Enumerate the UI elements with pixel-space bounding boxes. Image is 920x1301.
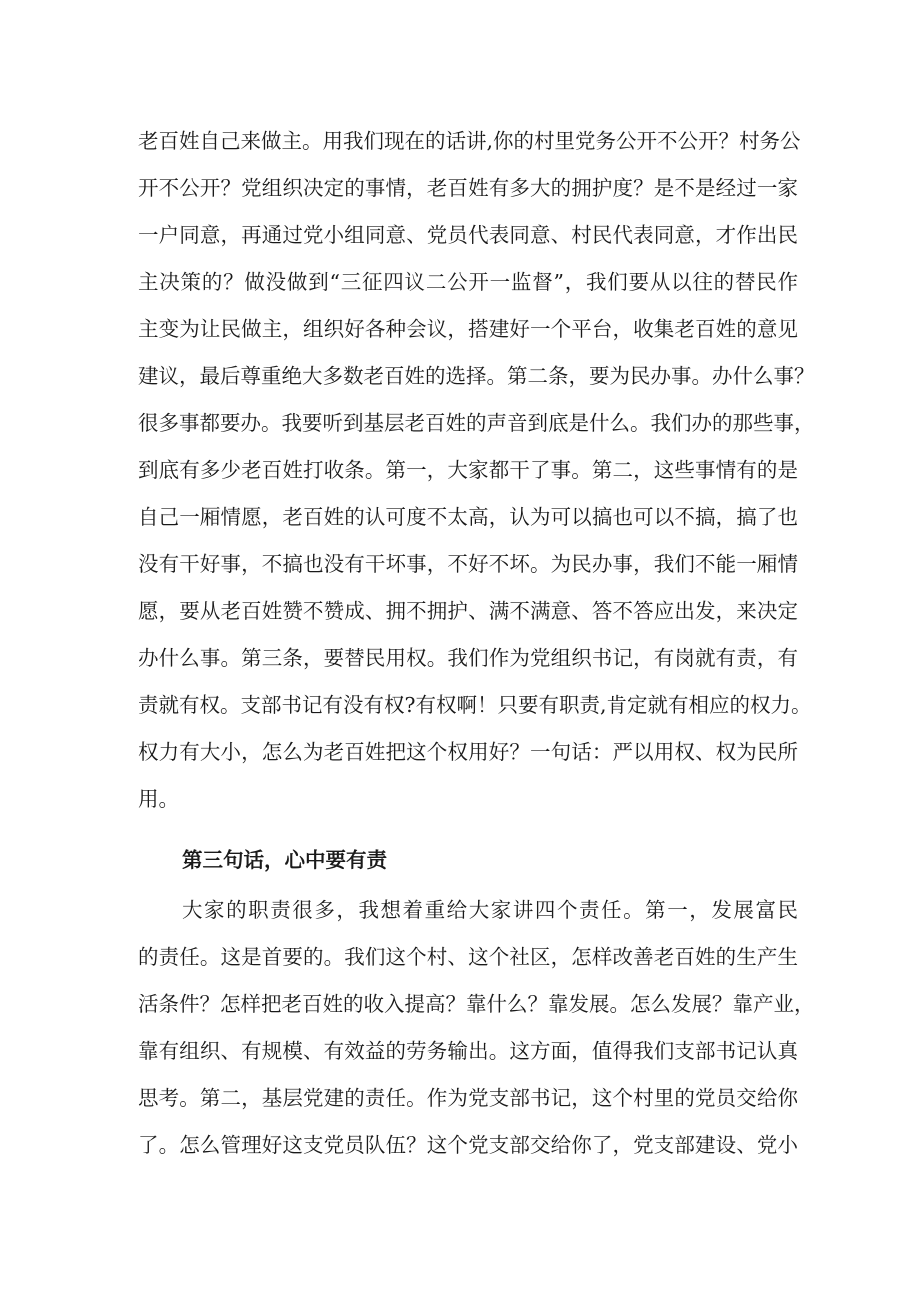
paragraph-line: 责就有权。支部书记有没有权?有权啊！只要有职责,肯定就有相应的权力。 — [138, 693, 812, 717]
paragraph-line: 一户同意，再通过党小组同意、党员代表同意、村民代表同意，才作出民 — [138, 223, 798, 247]
paragraph-line: 靠有组织、有规模、有效益的劳务输出。这方面，值得我们支部书记认真 — [138, 1039, 798, 1063]
paragraph-line: 办什么事。第三条，要替民用权。我们作为党组织书记，有岗就有责，有 — [138, 646, 798, 670]
paragraph-line: 建议，最后尊重绝大多数老百姓的选择。第二条，要为民办事。办什么事？ — [138, 364, 815, 388]
section-heading: 第三句话，心中要有责 — [182, 848, 387, 872]
paragraph-line: 了。怎么管理好这支党员队伍？这个党支部交给你了，党支部建设、党小 — [138, 1133, 798, 1157]
paragraph-line: 没有干好事，不搞也没有干坏事，不好不坏。为民办事，我们不能一厢情 — [138, 552, 798, 576]
paragraph-line: 到底有多少老百姓打收条。第一，大家都干了事。第二，这些事情有的是 — [138, 458, 798, 482]
paragraph-line: 大家的职责很多，我想着重给大家讲四个责任。第一，发展富民 — [182, 898, 798, 922]
paragraph-line: 的责任。这是首要的。我们这个村、这个社区，怎样改善老百姓的生产生 — [138, 945, 798, 969]
paragraph-line: 用。 — [138, 787, 179, 811]
paragraph-line: 开不公开？党组织决定的事情，老百姓有多大的拥护度？是不是经过一家 — [138, 176, 798, 200]
paragraph-line: 主决策的？做没做到“三征四议二公开一监督”，我们要从以往的替民作 — [138, 270, 798, 294]
paragraph-line: 思考。第二，基层党建的责任。作为党支部书记，这个村里的党员交给你 — [138, 1086, 798, 1110]
paragraph-line: 老百姓自己来做主。用我们现在的话讲,你的村里党务公开不公开？村务公 — [138, 129, 801, 153]
paragraph-line: 自己一厢情愿，老百姓的认可度不太高，认为可以搞也可以不搞，搞了也 — [138, 505, 798, 529]
paragraph-line: 很多事都要办。我要听到基层老百姓的声音到底是什么。我们办的那些事， — [138, 411, 815, 435]
paragraph-line: 权力有大小，怎么为老百姓把这个权用好？一句话：严以用权、权为民所 — [138, 740, 798, 764]
paragraph-line: 活条件？怎样把老百姓的收入提高？靠什么？靠发展。怎么发展？靠产业， — [138, 992, 815, 1016]
paragraph-line: 愿，要从老百姓赞不赞成、拥不拥护、满不满意、答不答应出发，来决定 — [138, 599, 798, 623]
paragraph-line: 主变为让民做主，组织好各种会议，搭建好一个平台，收集老百姓的意见 — [138, 317, 798, 341]
